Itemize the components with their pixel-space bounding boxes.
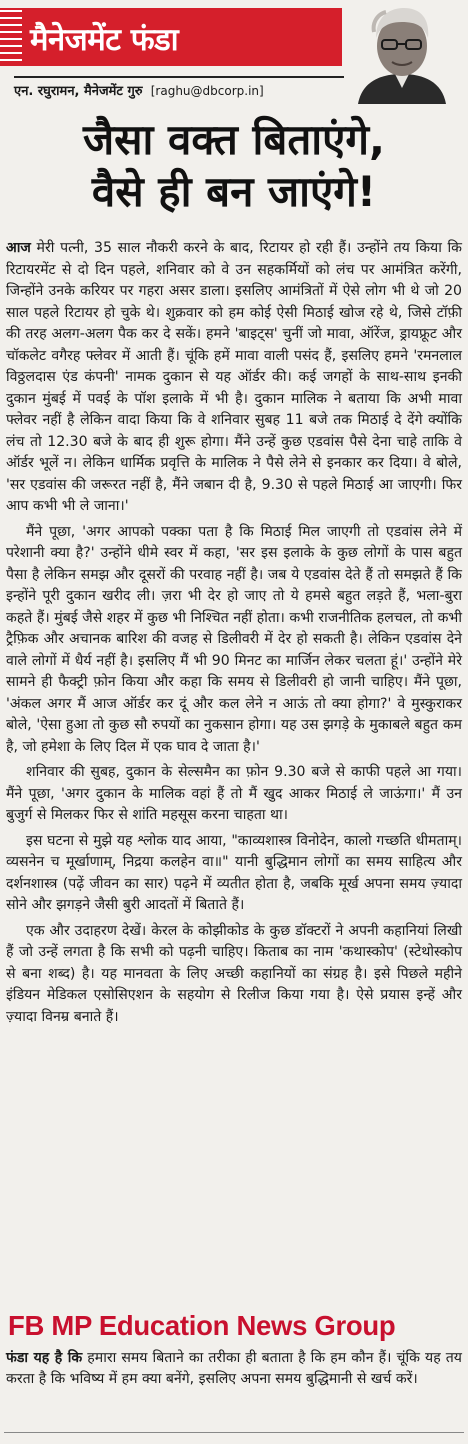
article-body [6, 238, 462, 1032]
bottom-rule [4, 1432, 464, 1433]
headline-line-1: जैसा वक्त बिताएंगे, [83, 115, 385, 164]
banner-stripes [0, 8, 22, 66]
paragraph-1-text: मेरी पत्नी, 35 साल नौकरी करने के बाद, रिटायर हो रही हैं। उन्होंने तय किया कि रिटायरमेंट से दो दिन पहले, शनिवार को वे उन सहकर्मियों को लंच पर आमंत्रित करेंगी, जिन्होंने उनके करियर पर गहरा असर डाला। इसलिए आमंत्रितों में ऐसे लोग भी थे जो 20 साल पहले रिटायर हो चुके थे। शुक्रवार को हम कोई ऐसी मिठाई खोज रहे थे, जिसे टॉफ़ी की तरह अलग-अलग पैक कर दे सकें। हमने 'बाइट्स' चुनीं जो मावा, ऑरेंज, ड्रायफ्रूट और चॉकलेट वगैरह फ्लेवर में आती हैं। चूंकि हमें मावा वाली पसंद हैं, इसलिए हमने 'रमनलाल विठ्ठलदास एंड कंपनी' नामक दुकान से यह ऑर्डर की। कई जगहों के साथ-साथ इनकी दुकान मुंबई में पवई के पॉश इलाके में भी है। दुकान मालिक ने बताया कि अभी मावा फ्लेवर नहीं है लेकिन वादा किया कि वे शनिवार सुबह 11 बजे तक मिठाई दे देंगे क्योंकि लंच तो 12.30 बजे के बाद ही शुरू होगा। मैंने उन्हें कुछ एडवांस पैसे देना चाहे ताकि वे ऑर्डर भूलें न। लेकिन धार्मिक प्रवृत्ति के मालिक ने पैसे लेने से इनकार कर दिया। वे बोले, 'सर एडवांस की जरूरत नहीं है, मैंने जबान दी है, 9.30 से पहले मिठाई आ जाएगी। फिर आप कभी भी ले जाना।' [6, 240, 462, 514]
closing-text: हमारा समय बिताने का तरीका ही बताता है कि हम कौन हैं। चूंकि यह तय करता है कि भविष्य में हम क्या बनेंगे, इसलिए अपना समय बुद्धिमानी से खर्च करें। [6, 1350, 462, 1387]
watermark-text: FB MP Education News Group [8, 1310, 396, 1341]
author-name: एन. रघुरामन, मैनेजमेंट गुरु [14, 84, 143, 99]
closing-lead: फंडा यह है कि [6, 1350, 83, 1366]
headline-line-2: वैसे ही बन जाएंगे! [91, 167, 377, 216]
author-portrait [350, 2, 454, 104]
author-byline [14, 76, 344, 104]
paragraph-2: मैंने पूछा, 'अगर आपको पक्का पता है कि मिठाई मिल जाएगी तो एडवांस लेने में परेशानी क्या है?' उन्होंने धीमे स्वर में कहा, 'सर इस इलाके के कुछ लोगों के पास बहुत पैसा है लेकिन समझ और दूसरों की परवाह नहीं है। जब ये एडवांस देते हैं तो समझते हैं कि इन्होंने पूरी दुकान खरीद ली। ज़रा भी देर हो जाए तो ये हमसे बहुत लड़ते हैं, भला-बुरा कहते हैं। मुंबई जैसे शहर में कुछ भी निश्चित नहीं होता। कभी राजनीतिक हलचल, तो कभी ट्रैफ़िक और अचानक बारिश की वजह से डिलीवरी में देर हो सकती है। लेकिन एडवांस देने वाले लोगों में धैर्य नहीं है। इसलिए मैं भी 90 मिनट का मार्जिन लेकर चलता हूं।' उन्होंने मेरे सामने ही फैक्ट्री फ़ोन किया और कहा कि समय से डिलीवरी हो जानी चाहिए। मैंने पूछा, 'अंकल अगर मैं आज ऑर्डर कर दूं और कल लेने न आऊं तो क्या होगा?' वे मुस्कुराकर बोले, 'ऐसा हुआ तो कुछ सौ रुपयों का नुकसान होगा। यह उस झगड़े के मुकाबले बहुत कम है, जो हमेशा के लिए दिल में एक घाव दे जाता है।' [6, 523, 462, 755]
paragraph-4: इस घटना से मुझे यह श्लोक याद आया, "काव्यशास्त्र विनोदेन, कालो गच्छति धीमताम्। व्यसनेन च मूर्खाणाम्, निद्रया कलहेन वा॥" यानी बुद्धिमान लोगों का समय साहित्य और दर्शनशास्त्र (पढ़ें जीवन का सार) पढ़ने में व्यतीत होता है, जबकि मूर्ख अपना समय ज़्यादा सोने और झगड़ने जैसी बुरी आदतों में बिताते हैं। [6, 832, 462, 913]
author-portrait-image [350, 2, 454, 104]
paragraph-3: शनिवार की सुबह, दुकान के सेल्समैन का फ़ोन 9.30 बजे से काफी पहले आ गया। मैंने पूछा, 'अगर दुकान के मालिक वहां हैं तो मैं खुद आकर मिठाई ले जाऊंगा।' मैं उन बुजुर्ग से मिलकर फिर से शांति महसूस करना चाहता था। [6, 764, 462, 823]
closing-paragraph [6, 1348, 462, 1390]
paragraph-5: एक और उदाहरण देखें। केरल के कोझीकोड के कुछ डॉक्टरों ने अपनी कहानियां लिखी हैं जो उन्हें लगता है कि सभी को पढ़नी चाहिए। किताब का नाम 'कथास्कोप' (स्टेथोस्कोप से बना शब्द) है। यह मानवता के लिए अच्छी कहानियों का संग्रह है। इसे पिछले महीने इंडियन मेडिकल एसोसिएशन के सहयोग से रिलीज किया गया है। ऐसे प्रयास इन्हें और ज़्यादा विनम्र बनाते हैं। [6, 922, 462, 1025]
author-email: [ raghu@dbcorp.in ] [151, 84, 264, 98]
paragraph-1 [6, 238, 462, 518]
column-title: मैनेजमेंट फंडा [30, 22, 179, 58]
article-headline [0, 112, 468, 218]
paragraph-1-lead: आज [6, 240, 31, 256]
column-banner [0, 8, 342, 66]
